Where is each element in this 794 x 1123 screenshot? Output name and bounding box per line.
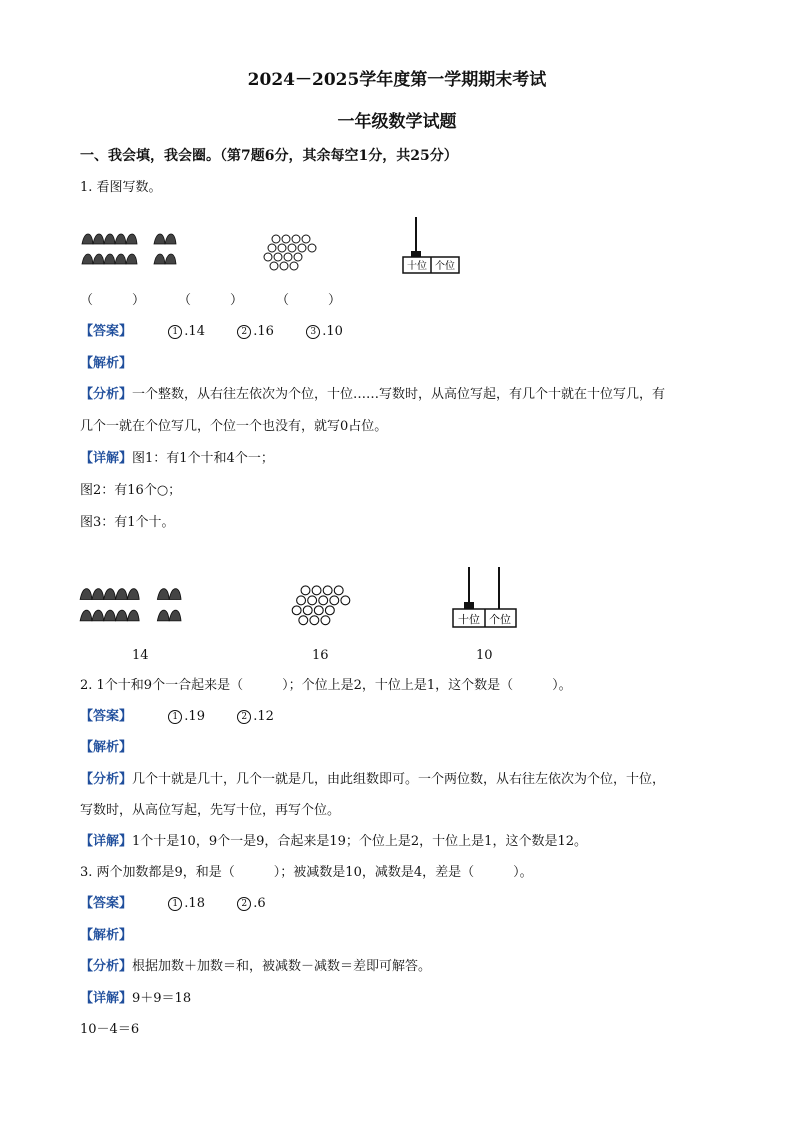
fig-label-2: 16 xyxy=(312,648,329,663)
q1-question: 1. 看图写数。 xyxy=(80,180,162,195)
small-circle xyxy=(284,253,292,261)
small-circle xyxy=(278,244,286,252)
small-circle xyxy=(323,586,332,595)
q1-xiangjie-1 xyxy=(80,451,274,467)
q1-figure-abacus xyxy=(402,215,460,275)
q3-answer-line xyxy=(80,896,266,912)
abacus-label-tens: 十位 xyxy=(458,613,480,626)
small-circle xyxy=(280,262,288,270)
jiexi-tag: 【解析】 xyxy=(80,928,133,943)
pod-icon xyxy=(82,254,93,264)
answer-value-2: .6 xyxy=(253,896,266,911)
pod-icon xyxy=(127,589,139,600)
pod-icon xyxy=(80,610,92,621)
pod-icon xyxy=(80,589,92,600)
q2-fenxi-2: 写数时，从高位写起，先写十位，再写个位。 xyxy=(80,803,341,818)
small-circle xyxy=(321,616,330,625)
small-circle xyxy=(272,235,280,243)
pod-icon xyxy=(93,254,104,264)
pod-icon xyxy=(92,589,104,600)
pod-icon xyxy=(104,234,115,244)
answer-tag: 【答案】 xyxy=(80,709,133,724)
answer-value-2: .16 xyxy=(253,324,274,339)
pod-icon xyxy=(104,589,116,600)
q3-fenxi-1 xyxy=(80,959,431,975)
answer-index-1: 1 xyxy=(168,897,182,911)
xiangjie-tag: 【详解】 xyxy=(80,991,133,1006)
q2-fenxi-1 xyxy=(80,772,665,788)
answer-index-1: 1 xyxy=(168,325,182,339)
fig-label-1: 14 xyxy=(132,648,149,663)
fenxi-text: 几个十就是几十，几个一就是几，由此组数即可。一个两位数，从右往左依次为个位，十位， xyxy=(132,772,666,787)
pod-icon xyxy=(157,589,169,600)
small-circle xyxy=(268,244,276,252)
q1-xiangjie-2: 图2：有16个○； xyxy=(80,483,182,498)
pod-icon xyxy=(165,254,176,264)
pod-icon xyxy=(104,254,115,264)
pod-icon xyxy=(126,234,137,244)
small-circle xyxy=(308,244,316,252)
q1-figure-circles-large xyxy=(290,584,352,630)
small-circle xyxy=(288,244,296,252)
fenxi-tag: 【分析】 xyxy=(80,959,133,974)
small-circle xyxy=(302,235,310,243)
pod-icon xyxy=(157,610,169,621)
small-circle xyxy=(301,586,310,595)
pod-icon xyxy=(165,234,176,244)
fig-label-3: 10 xyxy=(476,648,493,663)
small-circle xyxy=(274,253,282,261)
jiexi-tag: 【解析】 xyxy=(80,740,133,755)
small-circle xyxy=(298,244,306,252)
q1-blank-3[interactable]: （ ） xyxy=(276,293,342,308)
small-circle xyxy=(282,235,290,243)
answer-index-1: 1 xyxy=(168,710,182,724)
q1-fenxi-2: 几个一就在个位写几，个位一个也没有，就写0占位。 xyxy=(80,419,388,434)
q1-figure-circles xyxy=(262,234,318,274)
xiangjie-tag: 【详解】 xyxy=(80,834,133,849)
small-circle xyxy=(297,596,306,605)
q1-xiangjie-3: 图3：有1个十。 xyxy=(80,515,175,530)
pod-icon xyxy=(115,234,126,244)
small-circle xyxy=(334,586,343,595)
pod-icon xyxy=(115,254,126,264)
pod-icon xyxy=(93,234,104,244)
answer-value-1: .14 xyxy=(184,324,205,339)
pod-icon xyxy=(104,610,116,621)
page-subtitle: 一年级数学试题 xyxy=(337,112,457,132)
small-circle xyxy=(294,253,302,261)
answer-index-2: 2 xyxy=(237,897,251,911)
xiangjie-text: 9＋9＝18 xyxy=(132,991,192,1006)
pod-icon xyxy=(154,254,165,264)
small-circle xyxy=(312,586,321,595)
q2-xiangjie-1 xyxy=(80,834,587,850)
answer-index-3: 3 xyxy=(306,325,320,339)
small-circle xyxy=(341,596,350,605)
pod-icon xyxy=(127,610,139,621)
pod-icon xyxy=(116,610,128,621)
q1-fenxi-1 xyxy=(80,387,665,403)
abacus-label-ones: 个位 xyxy=(435,261,455,272)
q3-xiangjie-2: 10－4＝6 xyxy=(80,1022,140,1037)
small-circle xyxy=(310,616,319,625)
answer-tag: 【答案】 xyxy=(80,324,133,339)
answer-value-2: .12 xyxy=(253,709,274,724)
q2-answer-line xyxy=(80,709,274,725)
small-circle xyxy=(319,596,328,605)
q2-question: 2. 1个十和9个一合起来是（ ）；个位上是2，十位上是1，这个数是（ ）。 xyxy=(80,678,572,693)
small-circle xyxy=(308,596,317,605)
small-circle xyxy=(292,606,301,615)
small-circle xyxy=(325,606,334,615)
answer-value-1: .19 xyxy=(184,709,205,724)
page-title: 2024－2025学年度第一学期期末考试 xyxy=(247,70,547,90)
answer-tag: 【答案】 xyxy=(80,896,133,911)
small-circle xyxy=(270,262,278,270)
xiangjie-text: 1个十是10，9个一是9，合起来是19；个位上是2，十位上是1，这个数是12。 xyxy=(132,834,587,849)
fenxi-tag: 【分析】 xyxy=(80,387,133,402)
answer-value-3: .10 xyxy=(322,324,343,339)
jiexi-tag: 【解析】 xyxy=(80,356,133,371)
pod-icon xyxy=(126,254,137,264)
fenxi-text: 一个整数，从右往左依次为个位，十位……写数时，从高位写起，有几个十就在十位写几，有 xyxy=(132,387,666,402)
abacus-label-tens: 十位 xyxy=(407,261,427,272)
q1-answer-line xyxy=(80,324,343,340)
answer-index-2: 2 xyxy=(237,710,251,724)
pod-icon xyxy=(116,589,128,600)
pod-icon xyxy=(169,610,181,621)
answer-value-1: .18 xyxy=(184,896,205,911)
section-heading: 一、我会填，我会圈。（第7题6分，其余每空1分，共25分） xyxy=(80,148,458,164)
q1-figure-bundles xyxy=(80,228,190,276)
xiangjie-tag: 【详解】 xyxy=(80,451,133,466)
q1-blank-1[interactable]: （ ） xyxy=(80,293,146,308)
small-circle xyxy=(292,235,300,243)
small-circle xyxy=(264,253,272,261)
abacus-label-ones: 个位 xyxy=(489,613,511,626)
pod-icon xyxy=(82,234,93,244)
small-circle xyxy=(303,606,312,615)
q3-question: 3. 两个加数都是9，和是（ ）；被减数是10，减数是4，差是（ ）。 xyxy=(80,865,533,880)
q1-figure-bundles-large xyxy=(78,582,196,634)
fenxi-tag: 【分析】 xyxy=(80,772,133,787)
fenxi-text: 根据加数＋加数＝和，被减数－减数＝差即可解答。 xyxy=(132,959,432,974)
q3-xiangjie-1 xyxy=(80,991,191,1007)
q1-figure-abacus-large xyxy=(452,565,518,631)
small-circle xyxy=(290,262,298,270)
q1-blank-2[interactable]: （ ） xyxy=(178,293,244,308)
small-circle xyxy=(299,616,308,625)
pod-icon xyxy=(154,234,165,244)
pod-icon xyxy=(92,610,104,621)
answer-index-2: 2 xyxy=(237,325,251,339)
pod-icon xyxy=(169,589,181,600)
xiangjie-text: 图1：有1个十和4个一； xyxy=(132,451,274,466)
small-circle xyxy=(314,606,323,615)
small-circle xyxy=(330,596,339,605)
